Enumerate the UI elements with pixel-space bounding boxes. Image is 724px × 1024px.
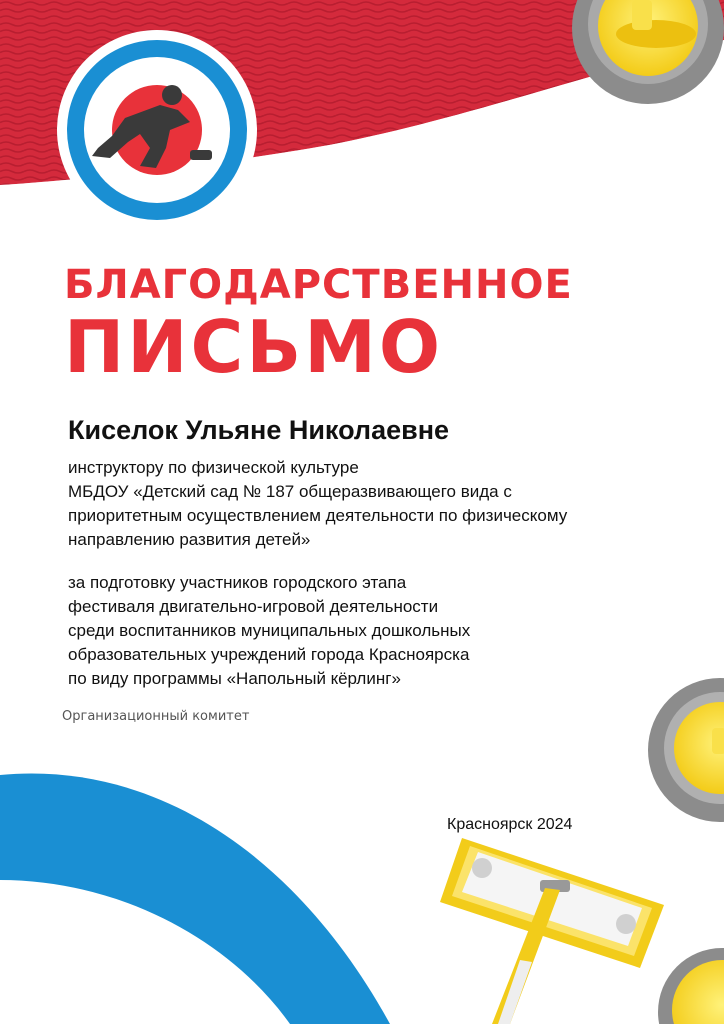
recipient-position [68, 456, 567, 552]
curling-broom-icon [440, 838, 664, 1024]
position-line: инструктору по физической культуре [68, 458, 359, 477]
position-line: МБДОУ «Детский сад № 187 общеразвивающего вида с [68, 482, 512, 501]
reason-line: фестиваля двигательно-игровой деятельности [68, 597, 439, 616]
title-line-1: БЛАГОДАРСТВЕННОЕ [64, 262, 573, 308]
reason-line: по виду программы «Напольный кёрлинг» [68, 669, 401, 688]
curling-stone-top-icon [572, 0, 724, 104]
title-line-2: ПИСЬМО [64, 305, 444, 389]
reason-line: образовательных учреждений города Красноярска [68, 645, 470, 664]
award-reason [68, 571, 470, 691]
reason-line: среди воспитанников муниципальных дошкольных [68, 621, 471, 640]
position-line: приоритетным осуществлением деятельности по физическому [68, 506, 568, 525]
reason-line: за подготовку участников городского этапа [68, 573, 407, 592]
position-line: направлению развития детей» [68, 530, 311, 549]
place-and-date: Красноярск 2024 [447, 816, 573, 833]
organizing-committee: Организационный комитет [62, 709, 250, 724]
curling-logo-icon [57, 30, 257, 230]
curling-stone-right-icon [648, 678, 724, 822]
curling-stone-bottom-icon [658, 948, 724, 1024]
recipient-name: Киселок Ульяне Николаевне [68, 415, 450, 445]
